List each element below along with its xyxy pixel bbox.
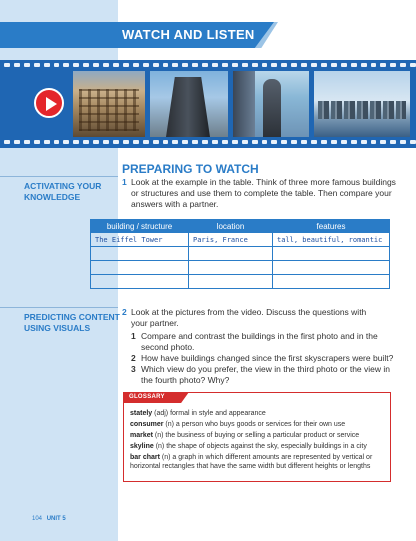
table-header-row (91, 220, 390, 233)
filmstrip-holes-bottom (0, 140, 416, 146)
filmstrip-holes-top (0, 63, 416, 69)
side-rule-activating (0, 176, 118, 177)
glossary-entry-continued: horizontal rectangles that have the same width but different heights or lengths (130, 463, 371, 470)
glossary-entry: consumer (n) a person who buys goods or services for their own use (130, 421, 346, 428)
sub-question-number: 1 (131, 331, 136, 341)
sub-question-text: Compare and contrast the buildings in the first photo and in the second photo. (141, 331, 378, 352)
table-cell[interactable] (189, 247, 273, 261)
table-header: location (189, 220, 273, 233)
table-row (91, 233, 390, 247)
glossary-entry: bar chart (n) a graph in which different amounts are represented by vertical or (130, 454, 373, 461)
table-cell[interactable] (273, 247, 390, 261)
question-2-number: 2 (122, 307, 127, 317)
table-cell[interactable] (91, 247, 189, 261)
table-row[interactable] (91, 261, 390, 275)
video-photo-1 (73, 71, 145, 137)
sub-question-number: 2 (131, 353, 136, 363)
preparing-heading: PREPARING TO WATCH (122, 162, 259, 176)
table-cell[interactable] (189, 261, 273, 275)
side-rule-predicting (0, 307, 118, 308)
glossary-entry: skyline (n) the shape of objects against the sky, especially buildings in a city (130, 443, 367, 450)
video-photo-2 (150, 71, 228, 137)
question-2-text: Look at the pictures from the video. Discuss the questions with your partner. (131, 307, 367, 328)
table-row[interactable] (91, 247, 390, 261)
page-footer (32, 516, 66, 522)
table-cell: The Eiffel Tower (91, 233, 189, 247)
sub-question-number: 3 (131, 364, 136, 374)
table-cell: Paris, France (189, 233, 273, 247)
glossary-entry: stately (adj) formal in style and appearance (130, 410, 266, 417)
question-1-number: 1 (122, 177, 127, 187)
table-header: building / structure (91, 220, 189, 233)
table-cell: tall, beautiful, romantic (273, 233, 390, 247)
question-1-text: Look at the example in the table. Think of three more famous buildings or structures and use them to complete the table. Then compare your answers with a partner. (131, 177, 396, 209)
predicting-content-label: PREDICTING CONTENT USING VISUALS (24, 312, 120, 333)
table-cell[interactable] (273, 275, 390, 289)
table-cell[interactable] (189, 275, 273, 289)
sub-question-text: How have buildings changed since the first skyscrapers were built? (141, 353, 394, 363)
play-icon[interactable] (34, 88, 64, 118)
buildings-table (90, 219, 390, 289)
video-photo-4 (314, 71, 410, 137)
section-title: WATCH AND LISTEN (122, 27, 255, 42)
table-header: features (273, 220, 390, 233)
table-cell[interactable] (273, 261, 390, 275)
unit-label: UNIT 5 (46, 516, 66, 522)
video-photo-3 (233, 71, 309, 137)
table-cell[interactable] (91, 275, 189, 289)
table-row[interactable] (91, 275, 390, 289)
table-cell[interactable] (91, 261, 189, 275)
page-number: 104 (32, 516, 43, 522)
activating-knowledge-label: ACTIVATING YOUR KNOWLEDGE (24, 181, 102, 202)
sub-question-text: Which view do you prefer, the view in the third photo or the view in the fourth photo? Why? (141, 364, 390, 385)
glossary-title: GLOSSARY (129, 394, 165, 400)
glossary-entry: market (n) the business of buying or selling a particular product or service (130, 432, 360, 439)
